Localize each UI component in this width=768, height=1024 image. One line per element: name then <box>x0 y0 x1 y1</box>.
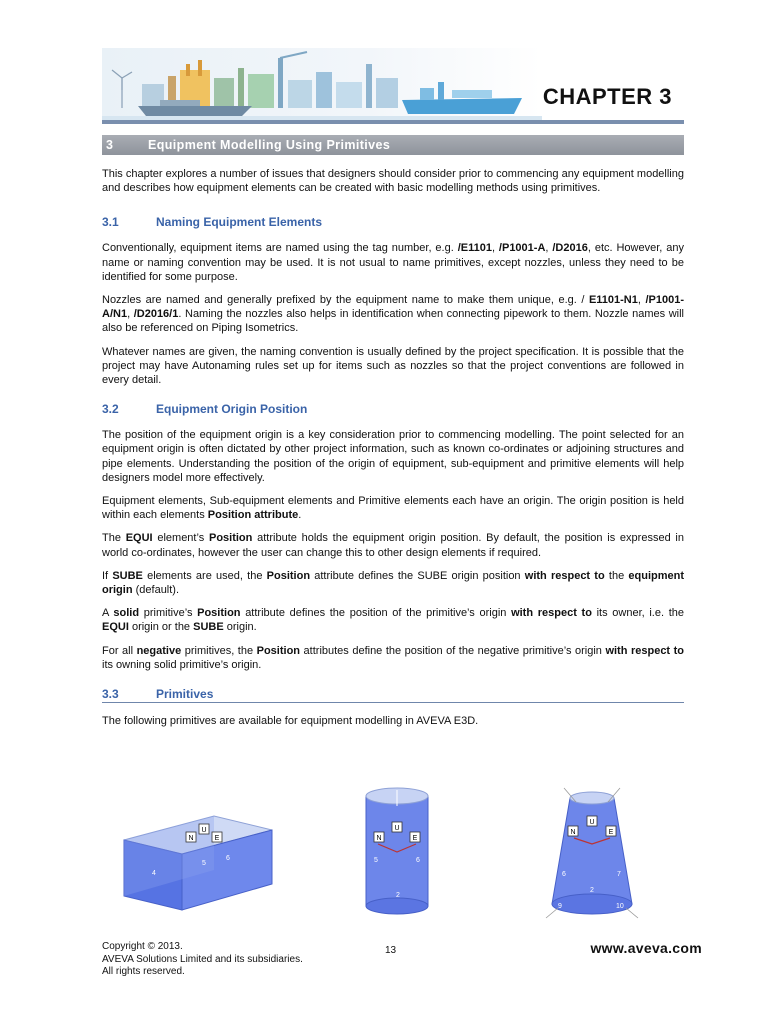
heading-number: 3.2 <box>102 402 119 417</box>
cone-axis-u: U <box>589 819 595 826</box>
paragraph-origin-1: The position of the equipment origin is a key consideration prior to commencing modelling. The point selected for an equipment origin is often dictated by other project information, such as known co-ordinates or adjoining structures and pipe elements. Understanding the position of the origin of equipment, sub-equipment and primitive elements will help designers model more effectively. <box>102 429 684 484</box>
rights-line: All rights reserved. <box>102 966 185 977</box>
page-content <box>102 167 684 737</box>
heading-number: 3.3 <box>102 687 119 702</box>
cylinder-face-5: 5 <box>374 857 378 864</box>
copyright-line: Copyright © 2013. <box>102 941 183 952</box>
cone-face-2: 2 <box>590 887 594 894</box>
paragraph-primitives: The following primitives are available for equipment modelling in AVEVA E3D. <box>102 715 479 728</box>
cone-face-7: 7 <box>617 871 621 878</box>
heading-primitives <box>102 686 684 703</box>
cylinder-axis-u: U <box>394 825 400 832</box>
section-title-bar <box>102 135 684 155</box>
cone-axis-n: N <box>570 829 576 836</box>
cylinder-face-6: 6 <box>416 857 420 864</box>
cone-face-9: 9 <box>558 903 562 910</box>
paragraph-naming-3: Whatever names are given, the naming convention is usually defined by the project specification. It is possible that the project may have Autonaming rules set up for items such as nozzles so that the project conventions are followed in every detail. <box>102 345 684 387</box>
paragraph-origin-5: A solid primitive’s Position attribute defines the position of the primitive’s origin with respect to its owner, i.e. the EQUI origin or the SUBE origin. <box>102 607 684 634</box>
heading-naming-equipment <box>102 214 684 230</box>
cylinder-axis-e: E <box>412 835 418 842</box>
paragraph-naming-2: Nozzles are named and generally prefixed by the equipment name to make them unique, e.g. / E1101-N1, /P1001-A/N1, /D2016/1. Naming the nozzles also helps in identification when connecting pipework to them. Nozzle names will also be referenced on Piping Isometrics. <box>102 294 684 335</box>
cone-face-6: 6 <box>562 871 566 878</box>
section-number: 3 <box>106 138 114 152</box>
footer-website-link[interactable]: www.aveva.com <box>590 940 702 956</box>
header-divider <box>102 120 684 124</box>
page-number: 13 <box>385 945 397 956</box>
box-face-4: 4 <box>152 870 156 877</box>
heading-text: Naming Equipment Elements <box>156 215 323 230</box>
footer-copyright <box>102 941 303 979</box>
cylinder-axis-n: N <box>376 835 382 842</box>
cone-face-10: 10 <box>616 903 624 910</box>
box-axis-u: U <box>201 827 207 834</box>
cylinder-face-2: 2 <box>396 892 400 899</box>
paragraph-origin-6: For all negative primitives, the Position attributes define the position of the negative primitive’s origin with respect to its owning solid primitive’s origin. <box>102 644 685 671</box>
paragraph-naming-1: Conventionally, equipment items are named using the tag number, e.g. /E1101, /P1001-A, /D2016, etc. However, any name or naming convention may be used. It is not usual to name primitives, except nozzles, unless they need to be identified for some purpose. <box>102 242 684 283</box>
primitive-figures <box>102 780 684 930</box>
paragraph-origin-3: The EQUI element’s Position attribute holds the equipment origin position. By default, the position is expressed in world co-ordinates, however the user can change this to other design elements if required. <box>102 532 684 559</box>
heading-text: Primitives <box>156 687 214 702</box>
cone-primitive-figure <box>546 788 638 918</box>
chapter-title: CHAPTER 3 <box>542 84 672 109</box>
section-title: Equipment Modelling Using Primitives <box>148 138 391 152</box>
header-banner-illustration <box>102 48 542 122</box>
box-face-6: 6 <box>226 855 230 862</box>
box-axis-n: N <box>188 835 194 842</box>
intro-paragraph: This chapter explores a number of issues that designers should consider prior to commencing any equipment modelling and describes how equipment elements can be created with basic modelling methods using primitives. <box>102 168 684 195</box>
box-axis-e: E <box>214 835 220 842</box>
cone-axis-e: E <box>608 829 614 836</box>
cylinder-primitive-figure <box>366 788 428 914</box>
heading-number: 3.1 <box>102 215 119 230</box>
company-line: AVEVA Solutions Limited and its subsidiaries. <box>102 953 303 965</box>
heading-text: Equipment Origin Position <box>156 402 308 417</box>
paragraph-origin-4: If SUBE elements are used, the Position attribute defines the SUBE origin position with respect to the equipment origin (default). <box>102 569 685 597</box>
box-face-5: 5 <box>202 860 206 867</box>
paragraph-origin-2: Equipment elements, Sub-equipment elements and Primitive elements each have an origin. The origin position is held within each elements Position attribute. <box>102 495 684 522</box>
box-primitive-figure <box>124 816 272 910</box>
heading-origin-position <box>102 401 684 417</box>
